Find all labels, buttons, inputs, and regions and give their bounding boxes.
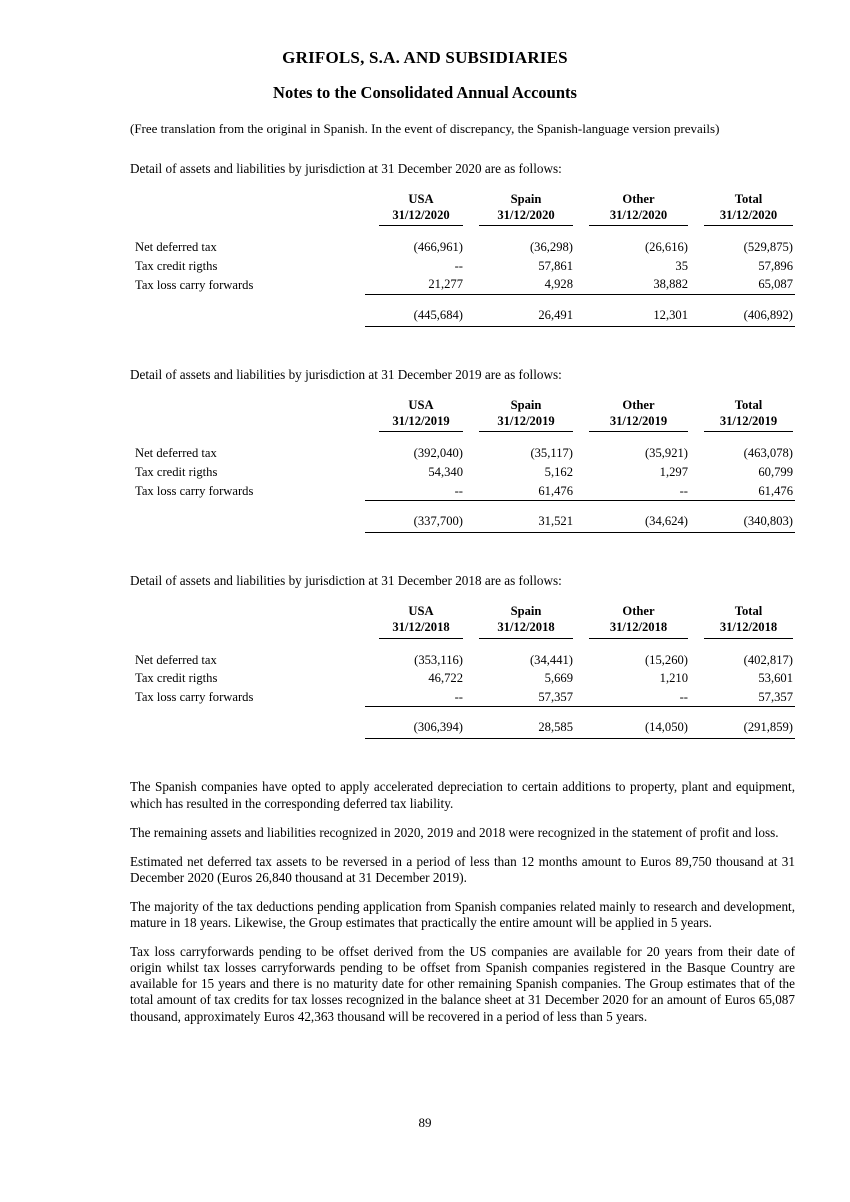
cell-value: 21,277	[365, 275, 465, 294]
cell-value: (35,117)	[530, 446, 573, 461]
document-title: GRIFOLS, S.A. AND SUBSIDIARIES	[282, 48, 568, 67]
document-content	[130, 121, 795, 1025]
column-region: USA	[408, 604, 434, 619]
cell-value: 57,357	[690, 688, 795, 707]
jurisdiction-table-2019	[130, 397, 795, 533]
column-date: 31/12/2019	[609, 414, 668, 429]
table-row	[130, 669, 795, 688]
total-value: (291,859)	[690, 718, 795, 739]
table-header-row	[130, 191, 795, 226]
column-header-usa	[365, 603, 465, 638]
cell-value: 1,297	[659, 464, 688, 479]
cell-value: (36,298)	[529, 240, 573, 255]
column-date: 31/12/2018	[609, 620, 668, 635]
cell-value: 35	[675, 258, 688, 273]
total-value: (34,624)	[575, 512, 690, 533]
row-label: Net deferred tax	[135, 446, 217, 461]
column-region: Spain	[510, 192, 542, 206]
column-header-spain	[465, 603, 575, 638]
row-label: Tax loss carry forwards	[135, 277, 254, 292]
column-date: 31/12/2020	[497, 208, 555, 223]
cell-value: (35,921)	[644, 446, 688, 461]
column-region: Total	[734, 604, 763, 619]
cell-value: 57,861	[538, 258, 573, 273]
column-header-other	[575, 397, 690, 432]
table-row	[130, 444, 795, 463]
table-totals-row	[130, 718, 795, 739]
row-label: Tax loss carry forwards	[135, 484, 254, 499]
total-value: (340,803)	[690, 512, 795, 533]
row-label: Tax credit rigths	[135, 671, 218, 686]
section-intro: Detail of assets and liabilities by jurisdiction at 31 December 2020 are as follows:	[130, 161, 562, 176]
document-subtitle: Notes to the Consolidated Annual Accounts	[273, 83, 577, 102]
column-header-other	[575, 191, 690, 226]
total-value: 31,521	[465, 512, 575, 533]
cell-value: 1,210	[659, 671, 688, 686]
cell-value: --	[454, 258, 463, 273]
section-2019	[130, 367, 795, 533]
column-date: 31/12/2020	[609, 208, 668, 223]
cell-value: 54,340	[428, 464, 463, 479]
column-header-total	[690, 603, 795, 638]
total-value: (306,394)	[365, 718, 465, 739]
cell-value: (402,817)	[743, 652, 793, 667]
column-date: 31/12/2020	[392, 208, 450, 223]
column-header-other	[575, 603, 690, 638]
cell-value: 53,601	[758, 671, 793, 686]
table-row	[130, 257, 795, 276]
column-header-spain	[465, 191, 575, 226]
jurisdiction-table-2018	[130, 603, 795, 739]
table-totals-row	[130, 306, 795, 327]
total-value: 28,585	[465, 718, 575, 739]
table-row	[130, 275, 795, 294]
cell-value: 57,357	[465, 688, 575, 707]
notes-text	[130, 779, 795, 1024]
section-intro: Detail of assets and liabilities by jurisdiction at 31 December 2018 are as follows:	[130, 573, 562, 589]
section-2020	[130, 161, 795, 327]
total-value: 12,301	[575, 306, 690, 327]
cell-value: --	[575, 688, 690, 707]
column-date: 31/12/2018	[497, 620, 555, 635]
cell-value: 38,882	[575, 275, 690, 294]
cell-value: 4,928	[465, 275, 575, 294]
column-header-total	[690, 397, 795, 432]
total-value: 26,491	[465, 306, 575, 327]
table-row	[130, 482, 795, 501]
column-region: USA	[408, 192, 434, 206]
column-region: Other	[622, 604, 655, 619]
cell-value: 5,162	[544, 464, 573, 479]
column-header-total	[690, 191, 795, 226]
column-region: Total	[734, 398, 763, 413]
paragraph-remaining-assets: The remaining assets and liabilities recognized in 2020, 2019 and 2018 were recognized in the statement of profit and loss.	[130, 824, 779, 840]
column-date: 31/12/2018	[719, 620, 778, 635]
row-label: Net deferred tax	[135, 652, 217, 667]
cell-value: 61,476	[465, 482, 575, 501]
cell-value: --	[575, 482, 690, 501]
paragraph-depreciation: The Spanish companies have opted to apply accelerated depreciation to certain additions to property, plant and equipment, which has resulted in the corresponding deferred tax liability.	[130, 779, 795, 811]
column-region: Total	[734, 192, 763, 206]
translation-disclaimer: (Free translation from the original in Spanish. In the event of discrepancy, the Spanish-language version prevails)	[130, 121, 720, 136]
table-row	[130, 238, 795, 257]
total-value: (445,684)	[365, 306, 465, 327]
cell-value: 61,476	[690, 482, 795, 501]
column-region: USA	[408, 398, 434, 413]
table-header-row	[130, 397, 795, 432]
paragraph-tax-deductions: The majority of the tax deductions pending application from Spanish companies related mainly to research and development, mature in 18 years. Likewise, the Group estimates that practically the entire amount will be applied in 5 years.	[130, 898, 795, 931]
cell-value: (34,441)	[529, 652, 573, 667]
cell-value: (353,116)	[414, 652, 463, 667]
column-date: 31/12/2019	[719, 414, 778, 429]
total-value: (14,050)	[575, 718, 690, 739]
table-row	[130, 651, 795, 670]
document-header	[0, 0, 850, 103]
cell-value: (15,260)	[644, 652, 688, 667]
section-2018	[130, 573, 795, 739]
table-header-row	[130, 603, 795, 638]
cell-value: (463,078)	[743, 446, 793, 461]
column-header-usa	[365, 397, 465, 432]
cell-value: --	[365, 688, 465, 707]
paragraph-estimated-reversal: Estimated net deferred tax assets to be reversed in a period of less than 12 months amount to Euros 89,750 thousand at 31 December 2020 (Euros 26,840 thousand at 31 December 2019).	[130, 853, 795, 885]
cell-value: (26,616)	[644, 240, 688, 255]
table-totals-row	[130, 512, 795, 533]
table-row	[130, 463, 795, 482]
column-date: 31/12/2018	[392, 620, 450, 635]
column-header-usa	[365, 191, 465, 226]
row-label: Tax loss carry forwards	[135, 690, 254, 705]
cell-value: (392,040)	[413, 446, 463, 461]
column-date: 31/12/2019	[392, 414, 450, 429]
column-region: Spain	[510, 604, 542, 619]
jurisdiction-table-2020	[130, 191, 795, 327]
cell-value: (466,961)	[413, 240, 463, 255]
column-region: Other	[622, 398, 655, 413]
page-number: 89	[418, 1115, 432, 1130]
cell-value: --	[365, 482, 465, 501]
row-label: Tax credit rigths	[135, 258, 218, 273]
column-date: 31/12/2020	[719, 208, 778, 223]
paragraph-tax-loss-carryforwards: Tax loss carryforwards pending to be offset derived from the US companies are available for 20 years from their date of origin whilst tax losses carryforwards pending to be offset from Spanish companies registered in the Basque Country are available for 15 years and there is no maturity date for other remaining Spanish companies. The Group estimates that of the total amount of tax credits for tax losses recognized in the balance sheet at 31 December 2020 for an amount of Euros 65,087 thousand, approximately Euros 42,363 thousand will be recovered in a period of less than 5 years.	[130, 944, 795, 1024]
column-region: Spain	[510, 398, 542, 413]
cell-value: 46,722	[428, 671, 463, 686]
column-region: Other	[622, 192, 655, 206]
row-label: Tax credit rigths	[135, 464, 218, 479]
total-value: (337,700)	[365, 512, 465, 533]
table-row	[130, 688, 795, 707]
cell-value: (529,875)	[743, 240, 793, 255]
cell-value: 65,087	[690, 275, 795, 294]
total-value: (406,892)	[690, 306, 795, 327]
row-label: Net deferred tax	[135, 240, 217, 255]
column-header-spain	[465, 397, 575, 432]
cell-value: 60,799	[758, 464, 793, 479]
cell-value: 57,896	[758, 258, 793, 273]
cell-value: 5,669	[544, 671, 573, 686]
column-date: 31/12/2019	[497, 414, 555, 429]
section-intro: Detail of assets and liabilities by jurisdiction at 31 December 2019 are as follows:	[130, 367, 562, 383]
